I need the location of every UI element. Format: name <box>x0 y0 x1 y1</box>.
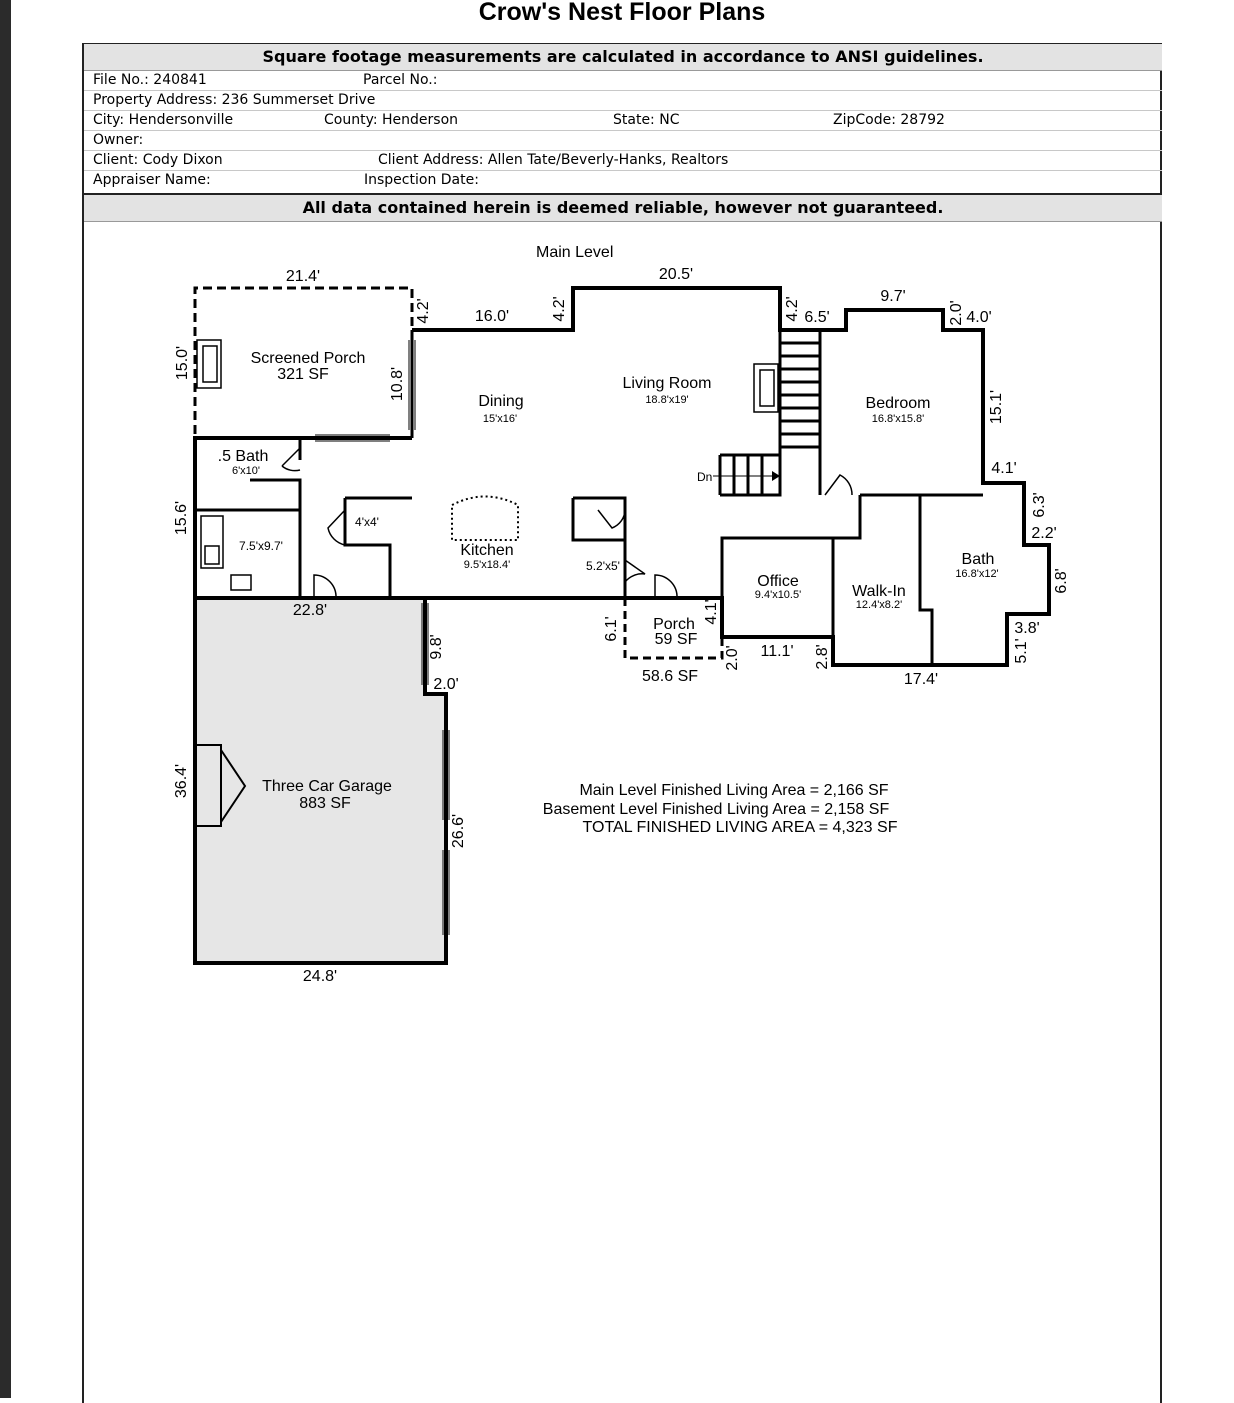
garage-name: Three Car Garage <box>262 778 392 795</box>
dim-v-4-2-b: 4.2' <box>551 296 568 322</box>
dining-name: Dining <box>478 393 524 410</box>
dim-v-9-8: 9.8' <box>428 634 445 660</box>
bedroom-dims: 16.8'x15.8' <box>871 413 925 425</box>
porch-area: 59 SF <box>654 631 698 648</box>
dim-22-8: 22.8' <box>292 602 328 619</box>
inspection-date: Inspection Date: <box>364 172 479 188</box>
reliability-notice: All data contained herein is deemed reliable, however not guaranteed. <box>84 193 1162 222</box>
screened-porch-area: 321 SF <box>277 366 329 383</box>
dim-16-0: 16.0' <box>474 308 510 325</box>
client: Client: Cody Dixon <box>93 152 223 168</box>
half-bath-name: .5 Bath <box>217 448 269 465</box>
dim-20-5: 20.5' <box>658 266 694 283</box>
bedroom-name: Bedroom <box>865 395 931 412</box>
dim-v-36-4: 36.4' <box>173 763 190 799</box>
dim-v-5-1: 5.1' <box>1013 638 1030 664</box>
walk-in-dims: 12.4'x8.2' <box>855 599 903 611</box>
kitchen-dims: 9.5'x18.4' <box>463 559 511 571</box>
dim-v-2-0-b: 2.0' <box>724 645 741 671</box>
garage-area-label: 883 SF <box>299 795 351 812</box>
dim-3-8: 3.8' <box>1014 620 1040 637</box>
dim-v-26-6: 26.6' <box>450 813 467 849</box>
office-name: Office <box>757 573 799 590</box>
bath-dims: 16.8'x12' <box>955 568 999 580</box>
client-address: Client Address: Allen Tate/Beverly-Hanks, Realtors <box>378 152 729 168</box>
half-bath-dims: 6'x10' <box>231 465 261 477</box>
dim-4-0: 4.0' <box>966 309 992 326</box>
walk-in-name: Walk-In <box>852 583 906 600</box>
dim-v-2-0: 2.0' <box>948 300 965 326</box>
pantry-dims: 5.2'x5' <box>586 559 620 573</box>
dim-2-2: 2.2' <box>1031 525 1057 542</box>
dim-21-4: 21.4' <box>285 268 321 285</box>
porch-name: Porch <box>653 616 695 633</box>
dim-v-6-1: 6.1' <box>603 616 620 642</box>
screened-porch-name: Screened Porch <box>250 350 366 367</box>
office-dims: 9.4'x10.5' <box>754 589 802 601</box>
stair-down-label: Dn <box>697 470 713 484</box>
porch-total-area: 58.6 SF <box>641 668 699 685</box>
dim-9-7: 9.7' <box>880 288 906 305</box>
dining-dims: 15'x16' <box>482 413 518 425</box>
laundry-fixtures <box>201 516 251 590</box>
dim-2-0: 2.0' <box>433 676 459 693</box>
owner: Owner: <box>93 132 144 148</box>
dim-v-4-1: 4.1' <box>703 599 720 625</box>
main-level-area: Main Level Finished Living Area = 2,166 SF <box>579 782 889 799</box>
dim-v-15-0: 15.0' <box>174 345 191 381</box>
ansi-notice: Square footage measurements are calculated in accordance to ANSI guidelines. <box>84 44 1162 71</box>
county: County: Henderson <box>324 112 459 128</box>
laundry-dims: 7.5'x9.7' <box>239 539 283 553</box>
basement-level-area: Basement Level Finished Living Area = 2,158 SF <box>542 801 890 818</box>
living-room-dims: 18.8'x19' <box>645 394 689 406</box>
city: City: Hendersonville <box>93 112 234 128</box>
dim-v-15-1: 15.1' <box>988 389 1005 425</box>
appraiser-name: Appraiser Name: <box>93 172 211 188</box>
dim-17-4: 17.4' <box>903 671 939 688</box>
file-number: File No.: 240841 <box>93 72 207 88</box>
state: State: NC <box>613 112 680 128</box>
dim-v-6-8: 6.8' <box>1053 568 1070 594</box>
dim-v-4-2-a: 4.2' <box>415 298 432 324</box>
level-title: Main Level <box>536 244 614 261</box>
dim-v-10-8: 10.8' <box>389 366 406 402</box>
dim-v-2-8: 2.8' <box>814 644 831 670</box>
property-address: Property Address: 236 Summerset Drive <box>93 92 376 108</box>
dim-11-1: 11.1' <box>760 643 794 660</box>
dim-v-4-2-c: 4.2' <box>784 296 801 322</box>
dim-6-5: 6.5' <box>804 309 830 326</box>
closet-dims: 4'x4' <box>355 515 379 529</box>
kitchen-name: Kitchen <box>460 542 514 559</box>
dim-4-1: 4.1' <box>991 460 1017 477</box>
living-room-name: Living Room <box>622 375 712 392</box>
zipcode: ZipCode: 28792 <box>833 112 945 128</box>
dim-v-6-3: 6.3' <box>1031 492 1048 518</box>
dim-v-15-6: 15.6' <box>173 500 190 536</box>
parcel-number: Parcel No.: <box>363 72 438 88</box>
dim-24-8: 24.8' <box>302 968 338 985</box>
total-living-area: TOTAL FINISHED LIVING AREA = 4,323 SF <box>582 819 898 836</box>
bath-name: Bath <box>961 551 995 568</box>
kitchen-island <box>452 497 518 541</box>
page-title: Crow's Nest Floor Plans <box>478 0 766 26</box>
